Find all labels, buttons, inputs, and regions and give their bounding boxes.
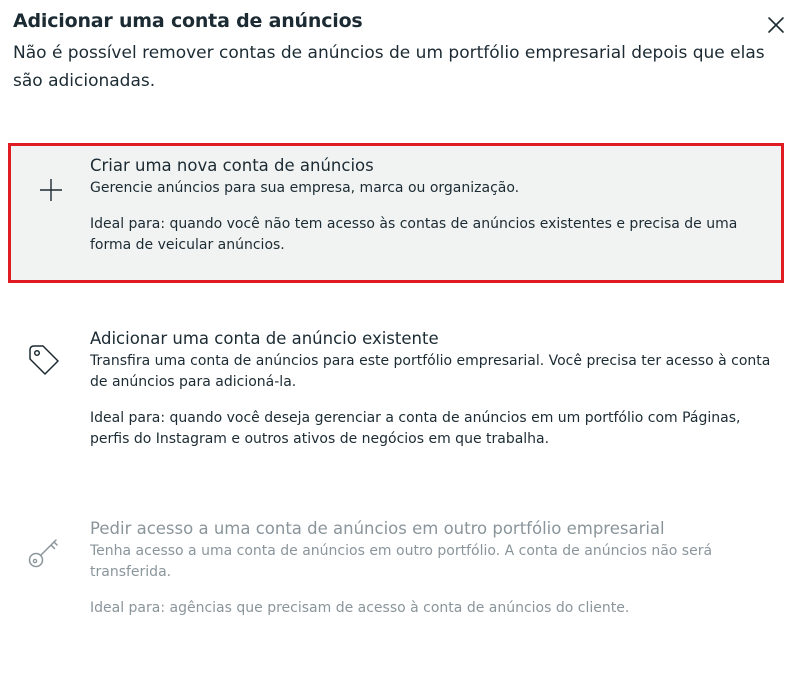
request-access-ad-account-option[interactable] [8, 508, 784, 648]
close-button[interactable] [764, 13, 788, 37]
key-icon [26, 534, 58, 566]
option-ideal-for: Ideal para: agências que precisam de acesso à conta de anúncios do cliente. [90, 600, 630, 616]
option-title: Adicionar uma conta de anúncio existente [90, 329, 439, 348]
create-new-ad-account-option[interactable] [8, 143, 784, 283]
option-title: Criar uma nova conta de anúncios [90, 156, 374, 175]
option-description: Tenha acesso a uma conta de anúncios em outro portfólio. A conta de anúncios não será transferida. [90, 543, 713, 580]
plus-icon [35, 174, 67, 206]
tag-icon [26, 342, 58, 374]
dialog-subtitle: Não é possível remover contas de anúncios de um portfólio empresarial depois que elas são adicionadas. [13, 43, 765, 91]
option-ideal-for: Ideal para: quando você não tem acesso às contas de anúncios existentes e precisa de uma forma de veicular anúncios. [90, 216, 738, 253]
option-title: Pedir acesso a uma conta de anúncios em outro portfólio empresarial [90, 519, 665, 538]
add-existing-ad-account-option[interactable] [8, 318, 784, 468]
option-description: Gerencie anúncios para sua empresa, marca ou organização. [90, 180, 520, 196]
option-ideal-for: Ideal para: quando você deseja gerenciar a conta de anúncios em um portfólio com Páginas, perfis do Instagram e outros ativos de negócios em que trabalha. [90, 410, 741, 447]
option-description: Transfira uma conta de anúncios para este portfólio empresarial. Você precisa ter acesso à conta de anúncios para adicioná-la. [90, 353, 771, 390]
dialog-title: Adicionar uma conta de anúncios [13, 10, 363, 32]
close-icon [764, 13, 788, 37]
